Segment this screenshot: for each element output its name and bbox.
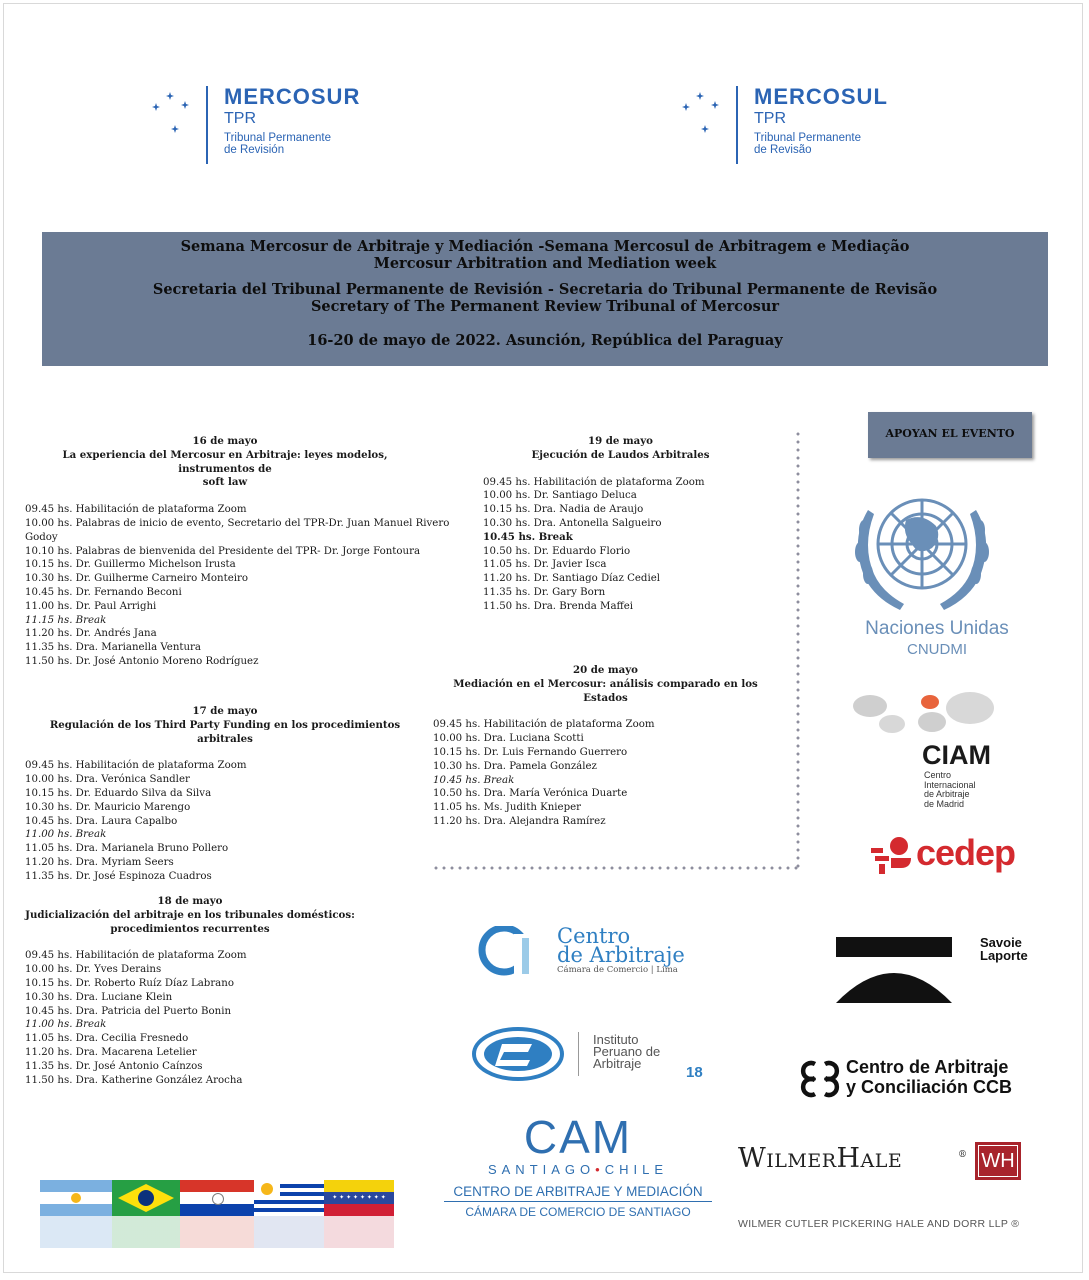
cedep-name: cedep (916, 832, 1016, 873)
wilmerhale-fullname: WILMER CUTLER PICKERING HALE AND DORR LLP ® (738, 1218, 1020, 1230)
ciam-bubbles-icon (852, 688, 1002, 734)
break-item: 11.00 hs. Break (25, 1019, 107, 1031)
ccb-acronym: CCB (973, 1077, 1013, 1097)
argentina-flag-icon (40, 1180, 112, 1216)
uruguay-flag-icon (254, 1180, 324, 1216)
list-item: 11.35 hs. Dr. José Antonio Caínzos (25, 1060, 203, 1072)
savoie-laporte-icon (836, 937, 954, 1005)
day-title-cont: procedimientos recurrentes (110, 922, 270, 935)
list-item: 10.30 hs. Dra. Luciane Klein (25, 991, 173, 1003)
list-item: 11.35 hs. Dr. José Espinoza Cuadros (25, 870, 212, 882)
banner-line1: Semana Mercosur de Arbitraje y Mediación -Semana Mercosul de Arbitragem e Mediação (180, 238, 910, 255)
ciam-sub-line: de Arbitraje (924, 789, 970, 799)
break-item: 11.15 hs. Break (25, 614, 107, 626)
dotted-border-right (794, 430, 802, 870)
list-item: 11.50 hs. Dra. Brenda Maffei (483, 600, 634, 612)
lima-arbitration-icon (476, 926, 542, 976)
list-item: 10.45 hs. Dra. Patricia del Puerto Bonin (25, 1005, 232, 1017)
list-item: 10.00 hs. Dr. Yves Derains (25, 964, 162, 976)
list-item: 11.20 hs. Dra. Macarena Letelier (25, 1046, 197, 1058)
banner-line4: Secretary of The Permanent Review Tribunal of Mercosur (310, 298, 780, 315)
banner-line2: Mercosur Arbitration and Mediation week (373, 255, 717, 272)
cam-city: SANTIAGO (487, 1162, 596, 1177)
ipa-divider (578, 1032, 579, 1076)
ipa-name (593, 1034, 660, 1070)
list-item: 10.30 hs. Dr. Mauricio Marengo (25, 801, 191, 813)
list-item: 10.00 hs. Dra. Verónica Sandler (25, 774, 190, 786)
flags-strip (40, 1180, 394, 1248)
day-title: Ejecución de Laudos Arbitrales (531, 448, 710, 461)
banner-date: 16-20 de mayo de 2022. Asunción, República del Paraguay (307, 332, 783, 349)
break-item: 10.45 hs. Break (433, 774, 515, 786)
wilmerhale-mark-text: WH (978, 1145, 1018, 1177)
ciam-subtitle (924, 771, 976, 809)
list-item: 10.00 hs. Dr. Santiago Deluca (483, 490, 637, 502)
un-emblem-icon (846, 480, 998, 618)
list-item: 09.45 hs. Habilitación de plataforma Zoom (483, 476, 705, 488)
cam-line2: CÁMARA DE COMERCIO DE SANTIAGO (465, 1205, 691, 1219)
list-item: 10.00 hs. Palabras de inicio de evento, Secretario del TPR-Dr. Juan Manuel Rivero (25, 517, 450, 529)
schedule-day20 (433, 664, 778, 829)
paraguay-flag-icon (180, 1180, 254, 1216)
event-banner (42, 232, 1048, 366)
lima-chamber: Cámara de Comercio | Lima (557, 965, 678, 975)
logo-line2: de Revisão (754, 144, 812, 156)
schedule-day16 (25, 435, 450, 669)
list-item: 10.45 hs. Dr. Fernando Beconi (25, 586, 182, 598)
list-item: 11.50 hs. Dra. Katherine González Arocha (25, 1074, 243, 1086)
list-item: 09.45 hs. Habilitación de plataforma Zoom (25, 760, 247, 772)
logo-title: MERCOSUL (754, 84, 888, 109)
ciam-sub-line: de Madrid (924, 798, 965, 809)
break-item: 10.45 hs. Break (483, 530, 573, 543)
cam-divider (444, 1201, 712, 1202)
cam-dot-icon: • (595, 1162, 605, 1177)
ipa-years: 18 (686, 1064, 703, 1081)
ipa-line: Peruano de (593, 1044, 661, 1059)
banner-line3: Secretaria del Tribunal Permanente de Revisión - Secretaria do Tribunal Permanente de Revisão (152, 281, 938, 298)
list-item: 10.30 hs. Dra. Antonella Salgueiro (483, 517, 662, 529)
ipa-line: Arbitraje (593, 1056, 642, 1071)
list-item: 10.15 hs. Dr. Guillermo Michelson Irusta (25, 559, 236, 571)
ciam-title: CIAM (922, 740, 991, 770)
list-item: 09.45 hs. Habilitación de plataforma Zoom (25, 504, 247, 516)
ccb-name (846, 1057, 1012, 1097)
ccb-icon (797, 1059, 843, 1099)
day-title: Regulación de los Third Party Funding en los procedimientos arbitrales (49, 718, 401, 745)
list-item: 10.15 hs. Dra. Nadia de Araujo (483, 504, 644, 516)
savoie-name (980, 936, 1028, 962)
list-item: 11.20 hs. Dra. Myriam Seers (25, 856, 174, 868)
wilmerhale-mark-icon (975, 1142, 1021, 1180)
logo-divider (736, 86, 738, 164)
ccb-line: Centro de Arbitraje (846, 1057, 1009, 1077)
day-title-cont: soft law (202, 476, 248, 489)
savoie-line: Laporte (980, 948, 1028, 963)
registered-icon: ® (958, 1150, 967, 1160)
day-date: 16 de mayo (192, 435, 258, 447)
day-date: 20 de mayo (573, 664, 638, 676)
day-title: La experiencia del Mercosur en Arbitraje: leyes modelos, instrumentos de (62, 448, 388, 475)
list-item: 10.45 hs. Dra. Laura Capalbo (25, 815, 178, 827)
dotted-border-bottom (432, 864, 802, 872)
schedule-day17 (25, 705, 425, 884)
list-item: 11.35 hs. Dra. Marianella Ventura (25, 642, 201, 654)
list-item: Godoy (25, 531, 58, 543)
flags-reflection (40, 1216, 394, 1248)
list-item: 10.10 hs. Palabras de bienvenida del Presidente del TPR- Dr. Jorge Fontoura (25, 545, 421, 557)
wilmerhale-name: WilmerHale (738, 1143, 903, 1174)
stars-icon (680, 88, 730, 138)
cam-country: CHILE (604, 1162, 669, 1177)
schedule-day19 (483, 435, 783, 614)
list-item: 11.00 hs. Dr. Paul Arrighi (25, 600, 157, 612)
list-item: 11.05 hs. Dra. Cecilia Fresnedo (25, 1033, 189, 1045)
list-item: 11.35 hs. Dr. Gary Born (483, 586, 606, 598)
list-item: 09.45 hs. Habilitación de plataforma Zoom (433, 719, 655, 731)
list-item: 11.50 hs. Dr. José Antonio Moreno Rodríguez (25, 655, 259, 667)
schedule-day18 (25, 895, 425, 1087)
list-item: 11.05 hs. Ms. Judith Knieper (433, 802, 582, 814)
list-item: 10.00 hs. Dra. Luciana Scotti (433, 733, 584, 745)
list-item: 10.15 hs. Dr. Eduardo Silva da Silva (25, 787, 212, 799)
lima-name (557, 924, 685, 967)
ciam-sub-line: Internacional (924, 779, 976, 790)
logo-sub: TPR (754, 110, 786, 127)
mercosur-logo (150, 82, 410, 172)
supporters-label: APOYAN EL EVENTO (885, 427, 1015, 440)
logo-line1: Tribunal Permanente (224, 132, 331, 144)
un-name: Naciones Unidas (865, 618, 1009, 639)
list-item: 09.45 hs. Habilitación de plataforma Zoom (25, 950, 247, 962)
list-item: 10.50 hs. Dr. Eduardo Florio (483, 545, 631, 557)
ciam-sub-line: Centro (924, 770, 952, 780)
logo-line1: Tribunal Permanente (754, 132, 861, 144)
mercosul-logo (680, 82, 940, 172)
lima-name-line: de Arbitraje (557, 943, 685, 967)
cam-line1: CENTRO DE ARBITRAJE Y MEDIACIÓN (453, 1184, 703, 1199)
cedep-mark-icon (869, 836, 915, 876)
brazil-flag-icon (112, 1180, 180, 1216)
cam-title: CAM (523, 1111, 633, 1163)
list-item: 10.50 hs. Dra. María Verónica Duarte (433, 788, 628, 800)
list-item: 11.20 hs. Dr. Santiago Díaz Cediel (483, 573, 660, 585)
day-title: Mediación en el Mercosur: análisis comparado en los Estados (453, 677, 758, 704)
logo-line2: de Revisión (224, 144, 285, 156)
list-item: 11.20 hs. Dr. Andrés Jana (25, 628, 157, 640)
cam-location (438, 1162, 718, 1177)
list-item: 11.20 hs. Dra. Alejandra Ramírez (433, 815, 606, 827)
stars-icon (150, 88, 200, 138)
ipa-line: Instituto (593, 1032, 639, 1047)
list-item: 10.30 hs. Dr. Guilherme Carneiro Monteiro (25, 573, 249, 585)
list-item: 11.05 hs. Dr. Javier Isca (483, 559, 607, 571)
logo-divider (206, 86, 208, 164)
break-item: 11.00 hs. Break (25, 829, 107, 841)
un-acronym: CNUDMI (907, 641, 967, 658)
list-item: 10.30 hs. Dra. Pamela González (433, 760, 597, 772)
lima-name-line: Centro (557, 924, 631, 948)
ipa-icon (472, 1026, 566, 1082)
logo-title: MERCOSUR (224, 84, 361, 109)
list-item: 11.05 hs. Dra. Marianela Bruno Pollero (25, 843, 229, 855)
day-date: 19 de mayo (588, 435, 653, 447)
list-item: 10.15 hs. Dr. Roberto Ruíz Díaz Labrano (25, 977, 234, 989)
day-title: Judicialización del arbitraje en los tribunales domésticos: (25, 908, 355, 921)
list-item: 10.15 hs. Dr. Luis Fernando Guerrero (433, 746, 628, 758)
savoie-line: Savoie (980, 935, 1022, 950)
ccb-line: y Conciliación (846, 1077, 974, 1097)
day-date: 17 de mayo (192, 705, 258, 717)
day-date: 18 de mayo (157, 895, 223, 907)
supporters-heading (868, 412, 1032, 458)
venezuela-flag-icon: ✦ ✦ ✦ ✦ ✦ ✦ ✦ ✦ (324, 1180, 394, 1216)
logo-sub: TPR (224, 110, 256, 127)
